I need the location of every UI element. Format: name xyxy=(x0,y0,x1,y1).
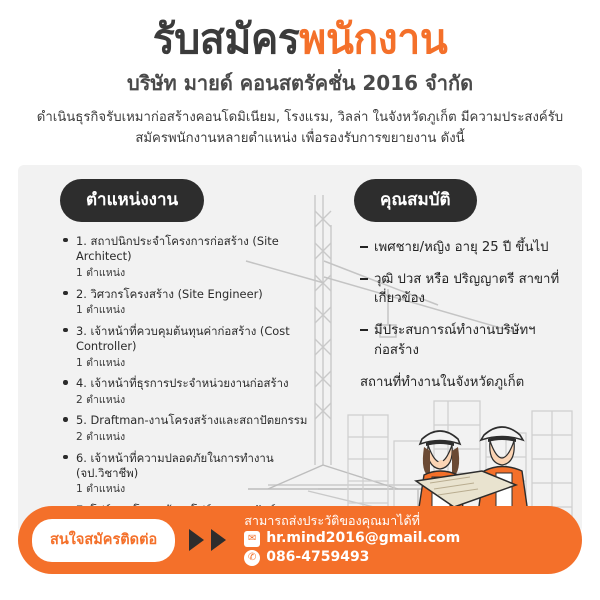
list-item xyxy=(76,324,328,370)
job-label: 1. สถาปนิกประจำโครงการก่อสร้าง (Site Architect) xyxy=(76,233,279,264)
job-count: 1 ตำแหน่ง xyxy=(76,303,126,316)
jobs-heading: ตำแหน่งงาน xyxy=(60,179,204,222)
qualification-text: มีประสบการณ์ทำงานบริษัทฯ ก่อสร้าง xyxy=(374,323,536,358)
bullet-icon xyxy=(63,328,68,333)
jobs-list xyxy=(76,234,328,533)
dash-icon xyxy=(360,329,368,331)
bullet-icon xyxy=(63,291,68,296)
content-card xyxy=(18,165,582,533)
job-count: 1 ตำแหน่ง xyxy=(76,483,126,496)
email-row[interactable] xyxy=(244,530,460,548)
qualification-text: วุฒิ ปวส หรือ ปริญญาตรี สาขาที่เกี่ยวข้อง xyxy=(374,272,560,307)
job-label: 6. เจ้าหน้าที่ความปลอดภัยในการทำงาน (จป.วิชาชีพ) xyxy=(76,450,274,481)
contact-bar xyxy=(18,506,582,574)
list-item xyxy=(76,413,328,444)
arrow-right-icon xyxy=(189,529,204,551)
arrow-right-icon xyxy=(211,529,226,551)
list-item xyxy=(360,270,570,308)
qualifications-heading: คุณสมบัติ xyxy=(354,179,477,222)
job-count: 1 ตำแหน่ง xyxy=(76,266,126,279)
jobs-column xyxy=(18,179,328,533)
apply-contact-button[interactable]: สนใจสมัครติดต่อ xyxy=(32,519,175,562)
list-item xyxy=(360,373,570,392)
company-description: ดำเนินธุรกิจรับเหมาก่อสร้างคอนโดมิเนียม, โรงแรม, วิลล่า ในจังหวัดภูเก็ต มีความประสงค์รับสมัครพนักงานหลายตำแหน่ง เพื่อรองรับการขยายงาน ดังนี้ xyxy=(36,110,564,146)
bullet-icon xyxy=(63,238,68,243)
dash-icon xyxy=(360,278,368,280)
job-label: 3. เจ้าหน้าที่ควบคุมต้นทุนค่าก่อสร้าง (Cost Controller) xyxy=(76,323,290,354)
job-label: 2. วิศวกรโครงสร้าง (Site Engineer) xyxy=(76,286,263,301)
phone-text: 086-4759493 xyxy=(266,549,370,566)
qualification-text: เพศชาย/หญิง อายุ 25 ปี ขึ้นไป xyxy=(374,239,549,255)
list-item xyxy=(76,451,328,497)
list-item xyxy=(76,287,328,318)
qualifications-column xyxy=(328,179,582,533)
company-name: บริษัท มายด์ คอนสตรัคชั่น 2016 จำกัด xyxy=(126,71,474,96)
bullet-icon xyxy=(63,455,68,460)
list-item xyxy=(360,238,570,257)
title-part-accent: พนักงาน xyxy=(299,15,448,63)
arrow-group xyxy=(189,529,226,551)
job-label: 5. Draftman-งานโครงสร้างและสถาปัตยกรรม xyxy=(76,413,308,428)
contact-lead: สามารถส่งประวัติของคุณมาได้ที่ xyxy=(244,513,420,529)
poster-header xyxy=(0,0,600,157)
list-item xyxy=(360,321,570,359)
title-part-dark: รับสมัคร xyxy=(152,15,300,63)
list-item xyxy=(76,234,328,280)
phone-row[interactable] xyxy=(244,549,460,567)
list-item xyxy=(76,376,328,407)
page-title xyxy=(24,15,576,63)
qualifications-list xyxy=(360,238,582,392)
qualification-text: สถานที่ทำงานในจังหวัดภูเก็ต xyxy=(360,374,525,390)
job-count: 2 ตำแหน่ง xyxy=(76,393,126,406)
job-label: 4. เจ้าหน้าที่ธุรการประจำหน่วยงานก่อสร้าง xyxy=(76,376,289,391)
job-count: 2 ตำแหน่ง xyxy=(76,430,126,443)
contact-details xyxy=(244,513,460,567)
email-text: hr.mind2016@gmail.com xyxy=(266,530,461,547)
envelope-icon: ✉ xyxy=(244,531,260,547)
bullet-icon xyxy=(63,417,68,422)
bullet-icon xyxy=(63,380,68,385)
job-count: 1 ตำแหน่ง xyxy=(76,356,126,369)
phone-icon: ✆ xyxy=(244,550,260,566)
dash-icon xyxy=(360,246,368,248)
